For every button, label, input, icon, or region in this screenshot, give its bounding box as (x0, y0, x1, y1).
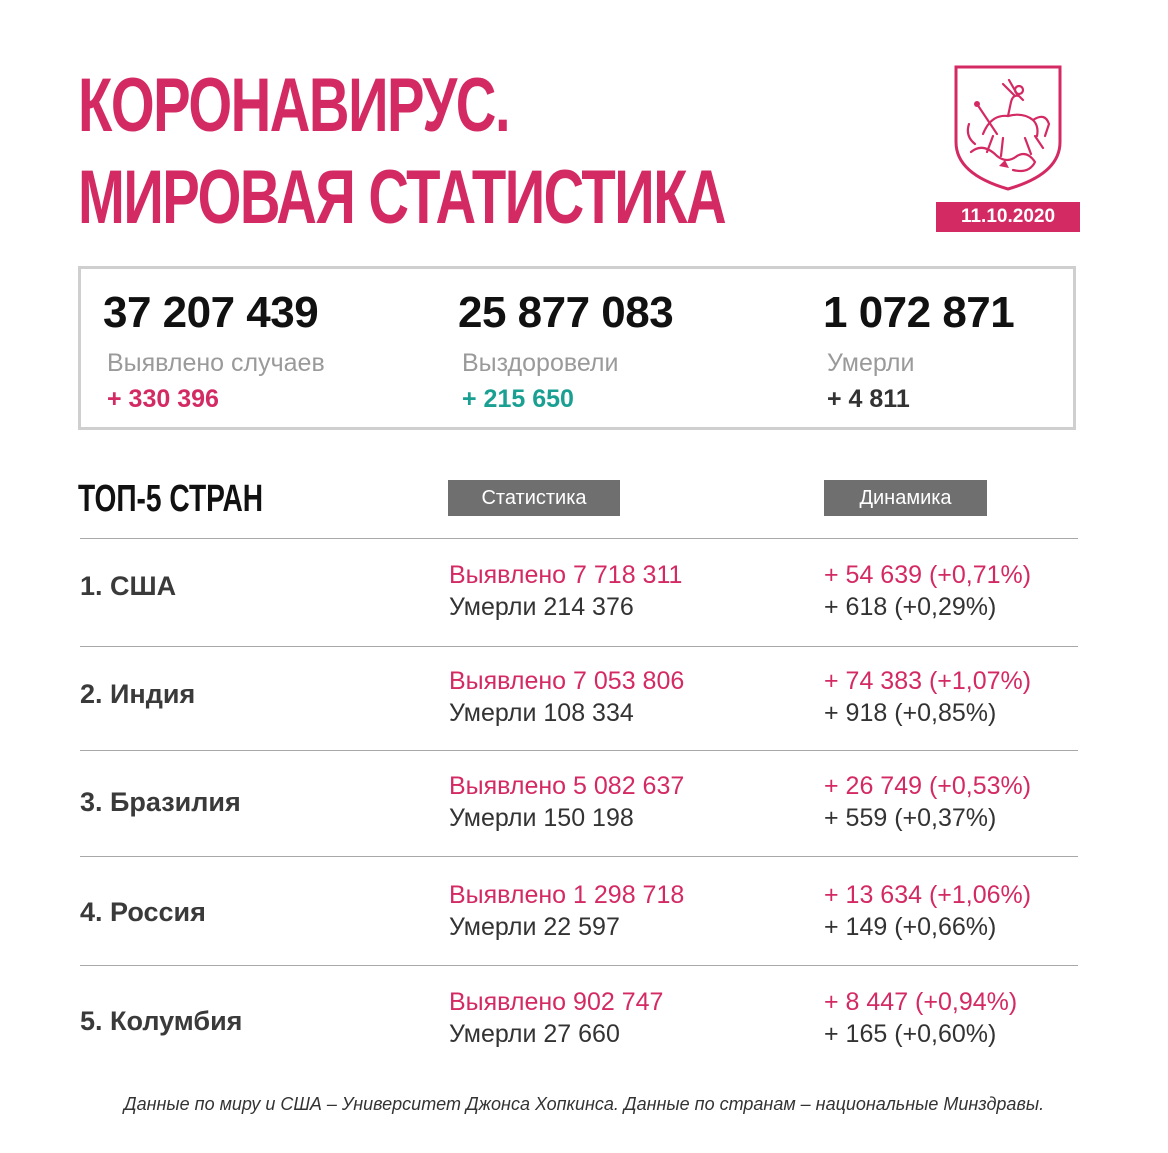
stat-deaths (823, 287, 1014, 415)
country-name: 4. Россия (80, 897, 206, 927)
stat-recovered (458, 287, 673, 415)
top5-title: ТОП-5 СТРАН (78, 478, 264, 520)
date-badge: 11.10.2020 (936, 202, 1080, 232)
country-died: Умерли 214 376 (449, 593, 634, 621)
cases-delta: + 330 396 (107, 385, 219, 413)
column-header-statistics: Статистика (448, 480, 620, 516)
dynamics-detected: + 54 639 (+0,71%) (824, 561, 1032, 589)
deaths-value: 1 072 871 (823, 288, 1015, 337)
country-row (80, 538, 1078, 647)
column-header-dynamics: Динамика (824, 480, 987, 516)
country-row (80, 965, 1078, 1066)
country-name: 3. Бразилия (80, 787, 241, 817)
dynamics-died: + 165 (+0,60%) (824, 1020, 997, 1048)
deaths-label: Умерли (827, 349, 915, 377)
page-title (78, 60, 725, 244)
country-name: 2. Индия (80, 679, 196, 709)
country-row (80, 750, 1078, 857)
country-detected: Выявлено 1 298 718 (449, 881, 685, 909)
cases-label: Выявлено случаев (107, 349, 325, 377)
cases-value: 37 207 439 (103, 288, 319, 337)
title-line-2: МИРОВАЯ СТАТИСТИКА (78, 155, 726, 240)
dynamics-died: + 149 (+0,66%) (824, 913, 997, 941)
country-detected: Выявлено 7 053 806 (449, 667, 685, 695)
dynamics-died: + 559 (+0,37%) (824, 804, 997, 832)
recovered-delta: + 215 650 (462, 385, 574, 413)
moscow-coat-of-arms-icon (953, 64, 1063, 192)
dynamics-detected: + 13 634 (+1,06%) (824, 881, 1032, 909)
dynamics-died: + 618 (+0,29%) (824, 593, 997, 621)
recovered-label: Выздоровели (462, 349, 619, 377)
country-row (80, 856, 1078, 966)
country-row (80, 646, 1078, 751)
stat-cases (103, 287, 325, 415)
dynamics-detected: + 8 447 (+0,94%) (824, 988, 1018, 1016)
title-line-1: КОРОНАВИРУС. (78, 63, 510, 148)
source-footnote: Данные по миру и США – Университет Джонса Хопкинса. Данные по странам – национальные Минздравы. (123, 1094, 1045, 1114)
country-detected: Выявлено 902 747 (449, 988, 664, 1016)
recovered-value: 25 877 083 (458, 288, 674, 337)
dynamics-detected: + 74 383 (+1,07%) (824, 667, 1032, 695)
dynamics-died: + 918 (+0,85%) (824, 699, 997, 727)
country-detected: Выявлено 7 718 311 (449, 561, 683, 589)
country-died: Умерли 150 198 (449, 804, 634, 832)
deaths-delta: + 4 811 (827, 385, 910, 413)
world-summary-panel (78, 266, 1076, 430)
country-detected: Выявлено 5 082 637 (449, 772, 685, 800)
country-name: 1. США (80, 571, 177, 601)
country-name: 5. Колумбия (80, 1006, 243, 1036)
country-died: Умерли 27 660 (449, 1020, 620, 1048)
country-died: Умерли 22 597 (449, 913, 620, 941)
country-died: Умерли 108 334 (449, 699, 634, 727)
dynamics-detected: + 26 749 (+0,53%) (824, 772, 1032, 800)
